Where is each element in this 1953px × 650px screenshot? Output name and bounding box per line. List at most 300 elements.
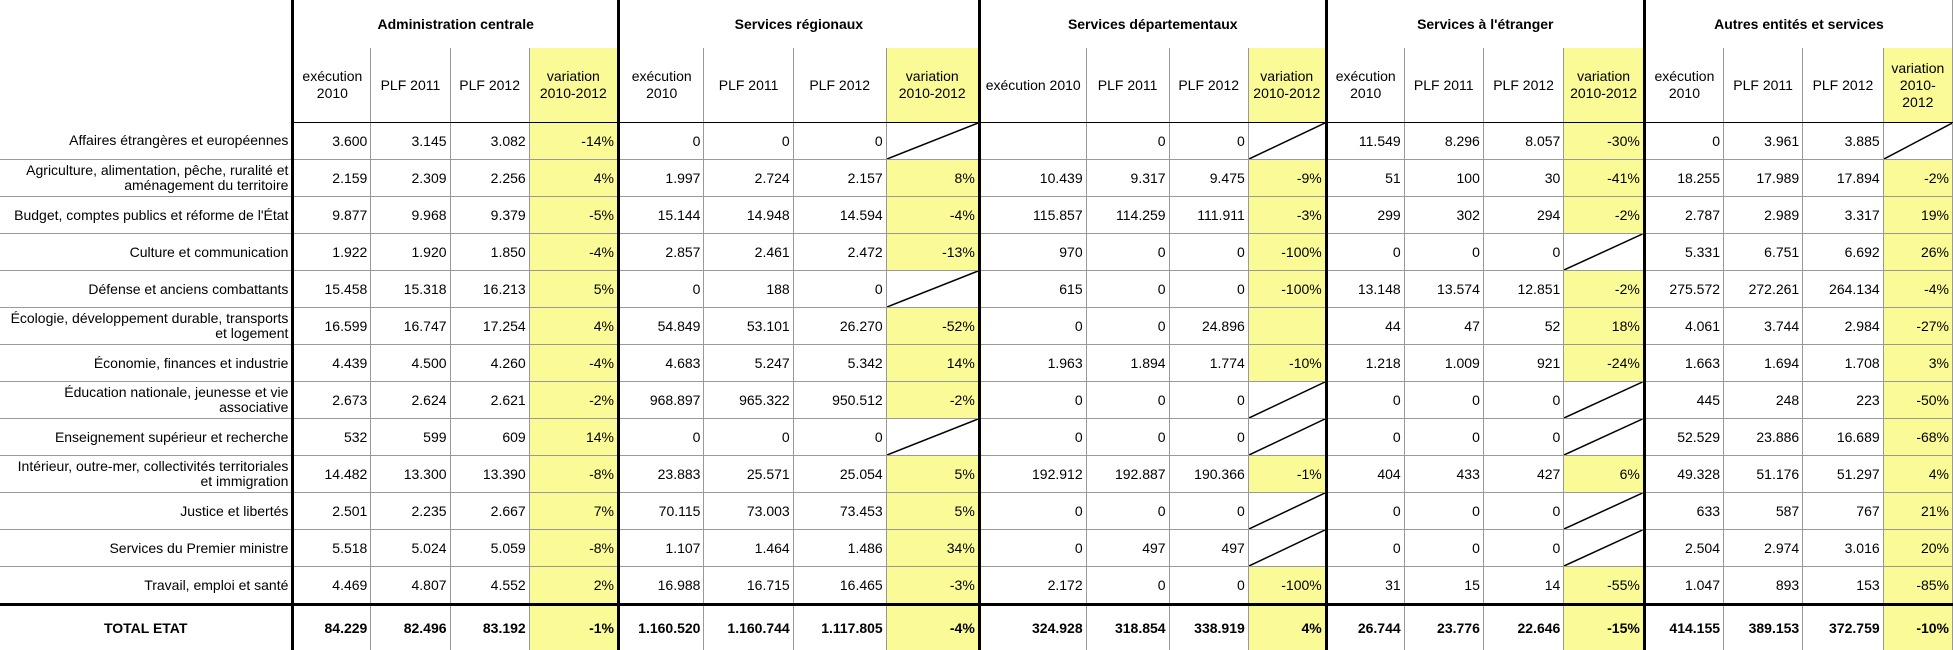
value-cell: 153 [1803,567,1883,605]
variation-cell: 4% [1248,605,1326,650]
value-cell: 4.439 [293,345,371,382]
table-row [0,160,1953,197]
value-cell: 0 [704,123,793,160]
value-cell: 0 [1483,234,1563,271]
value-cell: 14.594 [793,197,886,234]
row-label: Agriculture, alimentation, pêche, ruralité et aménagement du territoire [0,160,293,197]
table-row [0,456,1953,493]
variation-cell: -100% [1248,234,1326,271]
value-cell: 0 [1644,123,1723,160]
not-applicable-cell [1248,123,1326,160]
table-row [0,419,1953,456]
column-header: PLF 2011 [1724,48,1803,123]
value-cell: 9.877 [293,197,371,234]
value-cell: 14 [1483,567,1563,605]
value-cell: 1.107 [618,530,703,567]
value-cell: 389.153 [1724,605,1803,650]
value-cell: 2.461 [704,234,793,271]
table-row [0,197,1953,234]
value-cell: 6.692 [1803,234,1883,271]
value-cell: 9.379 [450,197,529,234]
not-applicable-cell [1248,530,1326,567]
not-applicable-cell [886,271,979,308]
value-cell: 0 [979,382,1086,419]
value-cell: 73.003 [704,493,793,530]
value-cell: 2.309 [371,160,450,197]
column-header: PLF 2012 [1483,48,1563,123]
value-cell: 3.082 [450,123,529,160]
value-cell: 52 [1483,308,1563,345]
diagonal-slash-icon [1884,123,1952,159]
value-cell: 15 [1404,567,1483,605]
value-cell: 51.176 [1724,456,1803,493]
value-cell: 0 [1086,567,1169,605]
not-applicable-cell [886,419,979,456]
value-cell: 497 [1169,530,1248,567]
value-cell: 0 [1483,530,1563,567]
value-cell: 965.322 [704,382,793,419]
value-cell: 0 [1326,419,1404,456]
value-cell: 13.148 [1326,271,1404,308]
variation-cell: -10% [1248,345,1326,382]
variation-cell: -2% [529,382,618,419]
value-cell: 1.894 [1086,345,1169,382]
row-label: Éducation nationale, jeunesse et vie associative [0,382,293,419]
value-cell: 0 [1169,271,1248,308]
value-cell: 338.919 [1169,605,1248,650]
value-cell: 2.857 [618,234,703,271]
value-cell: 15.318 [371,271,450,308]
column-header: PLF 2011 [1086,48,1169,123]
diagonal-slash-icon [887,419,978,455]
value-cell: 0 [1086,382,1169,419]
value-cell: 433 [1404,456,1483,493]
value-cell: 73.453 [793,493,886,530]
not-applicable-cell [1248,382,1326,419]
value-cell: 0 [793,419,886,456]
row-label: Justice et libertés [0,493,293,530]
value-cell: 0 [1326,530,1404,567]
value-cell: 190.366 [1169,456,1248,493]
group-services-departementaux: Services départementaux [979,0,1326,48]
table-row [0,493,1953,530]
value-cell: 264.134 [1803,271,1883,308]
column-header: exécution 2010 [1644,48,1723,123]
variation-cell: -4% [1883,271,1952,308]
value-cell: 599 [371,419,450,456]
value-cell: 3.016 [1803,530,1883,567]
variation-cell: -1% [529,605,618,650]
variation-cell: 7% [529,493,618,530]
group-services-etranger: Services à l'étranger [1326,0,1644,48]
variation-cell: 19% [1883,197,1952,234]
variation-cell: -85% [1883,567,1952,605]
value-cell: 10.439 [979,160,1086,197]
value-cell: 0 [979,530,1086,567]
table-body [0,123,1953,650]
value-cell: 1.464 [704,530,793,567]
row-label: Économie, finances et industrie [0,345,293,382]
value-cell: 0 [1169,419,1248,456]
table-row [0,123,1953,160]
value-cell: 13.300 [371,456,450,493]
value-cell: 100 [1404,160,1483,197]
corner-cell [0,0,293,48]
value-cell: 18.255 [1644,160,1723,197]
value-cell: 0 [793,123,886,160]
column-header: variation 2010-2012 [1564,48,1645,123]
variation-cell: -5% [529,197,618,234]
value-cell: 2.157 [793,160,886,197]
value-cell: 2.621 [450,382,529,419]
corner-cell-2 [0,48,293,123]
column-header: exécution 2010 [979,48,1086,123]
value-cell: 8.296 [1404,123,1483,160]
value-cell: 532 [293,419,371,456]
variation-cell: -55% [1564,567,1645,605]
row-label: Budget, comptes publics et réforme de l'État [0,197,293,234]
variation-cell: -9% [1248,160,1326,197]
value-cell: 0 [979,493,1086,530]
variation-cell: 14% [529,419,618,456]
value-cell: 970 [979,234,1086,271]
group-header-row [0,0,1953,48]
not-applicable-cell [1564,493,1645,530]
value-cell: 1.922 [293,234,371,271]
column-header: exécution 2010 [1326,48,1404,123]
value-cell: 2.673 [293,382,371,419]
value-cell: 25.571 [704,456,793,493]
table-row [0,271,1953,308]
row-label: Intérieur, outre-mer, collectivités territoriales et immigration [0,456,293,493]
variation-cell: 8% [886,160,979,197]
table-row [0,382,1953,419]
row-label: Services du Premier ministre [0,530,293,567]
value-cell: 0 [1404,382,1483,419]
value-cell: 25.054 [793,456,886,493]
value-cell: 3.885 [1803,123,1883,160]
value-cell: 0 [1086,419,1169,456]
variation-cell: -100% [1248,567,1326,605]
value-cell: 3.145 [371,123,450,160]
column-header: variation 2010-2012 [529,48,618,123]
variation-cell: 18% [1564,308,1645,345]
value-cell: 633 [1644,493,1723,530]
column-header: PLF 2011 [1404,48,1483,123]
value-cell: 0 [1326,382,1404,419]
value-cell: 6.751 [1724,234,1803,271]
row-label: Écologie, développement durable, transports et logement [0,308,293,345]
value-cell: 16.715 [704,567,793,605]
value-cell: 414.155 [1644,605,1723,650]
value-cell: 0 [1483,419,1563,456]
variation-cell: -15% [1564,605,1645,650]
table-row [0,234,1953,271]
row-label: Défense et anciens combattants [0,271,293,308]
diagonal-slash-icon [887,271,978,307]
column-header: PLF 2012 [793,48,886,123]
value-cell: 1.117.805 [793,605,886,650]
value-cell: 3.317 [1803,197,1883,234]
value-cell: 1.047 [1644,567,1723,605]
value-cell: 4.500 [371,345,450,382]
value-cell: 26.270 [793,308,886,345]
value-cell: 4.552 [450,567,529,605]
value-cell: 12.851 [1483,271,1563,308]
value-cell: 4.061 [1644,308,1723,345]
table-row [0,345,1953,382]
value-cell: 299 [1326,197,1404,234]
value-cell: 5.342 [793,345,886,382]
value-cell: 1.997 [618,160,703,197]
value-cell: 921 [1483,345,1563,382]
value-cell [979,123,1086,160]
value-cell: 404 [1326,456,1404,493]
variation-cell: -1% [1248,456,1326,493]
value-cell: 13.574 [1404,271,1483,308]
value-cell: 114.259 [1086,197,1169,234]
value-cell: 0 [1086,493,1169,530]
variation-cell: -68% [1883,419,1952,456]
value-cell: 427 [1483,456,1563,493]
value-cell: 2.984 [1803,308,1883,345]
value-cell: 5.024 [371,530,450,567]
value-cell: 16.988 [618,567,703,605]
variation-cell: 20% [1883,530,1952,567]
variation-cell: 5% [886,493,979,530]
row-label: Travail, emploi et santé [0,567,293,605]
value-cell: 497 [1086,530,1169,567]
value-cell: 893 [1724,567,1803,605]
value-cell: 1.774 [1169,345,1248,382]
variation-cell: -4% [886,605,979,650]
value-cell: 2.501 [293,493,371,530]
variation-cell: -27% [1883,308,1952,345]
value-cell: 2.667 [450,493,529,530]
variation-cell: -41% [1564,160,1645,197]
value-cell: 0 [1086,234,1169,271]
column-header: PLF 2012 [1803,48,1883,123]
value-cell: 2.256 [450,160,529,197]
value-cell: 1.160.520 [618,605,703,650]
diagonal-slash-icon [1564,234,1643,270]
column-header: exécution 2010 [618,48,703,123]
total-label: TOTAL ETAT [0,605,293,650]
value-cell: 188 [704,271,793,308]
diagonal-slash-icon [1564,382,1643,418]
value-cell: 248 [1724,382,1803,419]
variation-cell: -10% [1883,605,1952,650]
variation-cell: -4% [529,345,618,382]
diagonal-slash-icon [1564,419,1643,455]
value-cell: 51.297 [1803,456,1883,493]
variation-cell: -2% [1564,197,1645,234]
variation-cell: 21% [1883,493,1952,530]
diagonal-slash-icon [1249,382,1325,418]
diagonal-slash-icon [1249,493,1325,529]
variation-cell: 14% [886,345,979,382]
value-cell: 609 [450,419,529,456]
not-applicable-cell [1248,493,1326,530]
value-cell: 14.482 [293,456,371,493]
value-cell: 0 [1086,308,1169,345]
variation-cell: 4% [1883,456,1952,493]
variation-cell: -52% [886,308,979,345]
sub-header-row [0,48,1953,123]
value-cell: 615 [979,271,1086,308]
value-cell: 8.057 [1483,123,1563,160]
value-cell: 9.317 [1086,160,1169,197]
value-cell: 1.218 [1326,345,1404,382]
table-row [0,530,1953,567]
value-cell: 2.624 [371,382,450,419]
variation-cell: -4% [886,197,979,234]
value-cell: 4.807 [371,567,450,605]
not-applicable-cell [1564,530,1645,567]
value-cell: 16.747 [371,308,450,345]
row-label: Enseignement supérieur et recherche [0,419,293,456]
value-cell: 11.549 [1326,123,1404,160]
value-cell: 31 [1326,567,1404,605]
group-administration-centrale: Administration centrale [293,0,619,48]
value-cell: 372.759 [1803,605,1883,650]
value-cell: 9.475 [1169,160,1248,197]
value-cell: 2.974 [1724,530,1803,567]
value-cell: 26.744 [1326,605,1404,650]
value-cell: 4.683 [618,345,703,382]
not-applicable-cell [1564,419,1645,456]
value-cell: 5.247 [704,345,793,382]
value-cell: 70.115 [618,493,703,530]
value-cell: 223 [1803,382,1883,419]
value-cell: 0 [1169,234,1248,271]
variation-cell: -14% [529,123,618,160]
not-applicable-cell [1564,234,1645,271]
variation-cell: 2% [529,567,618,605]
variation-cell: 34% [886,530,979,567]
value-cell: 192.912 [979,456,1086,493]
not-applicable-cell [1564,382,1645,419]
variation-cell: 4% [529,308,618,345]
row-label: Affaires étrangères et européennes [0,123,293,160]
value-cell: 0 [1483,493,1563,530]
not-applicable-cell [1248,419,1326,456]
value-cell: 1.160.744 [704,605,793,650]
variation-cell: 3% [1883,345,1952,382]
value-cell: 47 [1404,308,1483,345]
row-label: Culture et communication [0,234,293,271]
value-cell: 0 [618,419,703,456]
variation-cell: 5% [886,456,979,493]
variation-cell: -50% [1883,382,1952,419]
value-cell: 82.496 [371,605,450,650]
value-cell: 83.192 [450,605,529,650]
not-applicable-cell [1883,123,1952,160]
variation-cell: -24% [1564,345,1645,382]
value-cell: 30 [1483,160,1563,197]
variation-cell: -4% [529,234,618,271]
variation-cell: -2% [886,382,979,419]
value-cell: 16.465 [793,567,886,605]
value-cell: 17.989 [1724,160,1803,197]
value-cell: 9.968 [371,197,450,234]
value-cell: 0 [1326,493,1404,530]
value-cell: 5.331 [1644,234,1723,271]
variation-cell: 6% [1564,456,1645,493]
value-cell: 23.883 [618,456,703,493]
value-cell: 192.887 [1086,456,1169,493]
value-cell: 3.961 [1724,123,1803,160]
value-cell: 115.857 [979,197,1086,234]
value-cell: 2.235 [371,493,450,530]
column-header: PLF 2011 [704,48,793,123]
variation-cell: -13% [886,234,979,271]
value-cell: 15.144 [618,197,703,234]
value-cell: 4.469 [293,567,371,605]
variation-cell: -8% [529,456,618,493]
value-cell: 44 [1326,308,1404,345]
value-cell: 0 [1169,123,1248,160]
diagonal-slash-icon [887,123,978,159]
variation-cell: 4% [529,160,618,197]
value-cell: 767 [1803,493,1883,530]
value-cell: 2.989 [1724,197,1803,234]
column-header: variation 2010-2012 [1883,48,1952,123]
value-cell: 2.172 [979,567,1086,605]
column-header: variation 2010-2012 [1248,48,1326,123]
value-cell: 111.911 [1169,197,1248,234]
value-cell: 17.254 [450,308,529,345]
value-cell: 275.572 [1644,271,1723,308]
value-cell: 0 [618,271,703,308]
value-cell: 2.472 [793,234,886,271]
value-cell: 49.328 [1644,456,1723,493]
variation-cell [1248,308,1326,345]
value-cell: 968.897 [618,382,703,419]
variation-cell: -100% [1248,271,1326,308]
value-cell: 0 [1404,530,1483,567]
value-cell: 1.708 [1803,345,1883,382]
value-cell: 24.896 [1169,308,1248,345]
value-cell: 302 [1404,197,1483,234]
value-cell: 0 [979,308,1086,345]
value-cell: 23.776 [1404,605,1483,650]
value-cell: 0 [1086,123,1169,160]
value-cell: 1.486 [793,530,886,567]
value-cell: 318.854 [1086,605,1169,650]
value-cell: 22.646 [1483,605,1563,650]
value-cell: 0 [704,419,793,456]
diagonal-slash-icon [1249,419,1325,455]
value-cell: 0 [1169,382,1248,419]
value-cell: 15.458 [293,271,371,308]
value-cell: 0 [793,271,886,308]
total-row [0,605,1953,650]
value-cell: 0 [1483,382,1563,419]
group-services-regionaux: Services régionaux [618,0,979,48]
variation-cell: 5% [529,271,618,308]
value-cell: 53.101 [704,308,793,345]
value-cell: 950.512 [793,382,886,419]
value-cell: 1.963 [979,345,1086,382]
value-cell: 2.504 [1644,530,1723,567]
variation-cell: -8% [529,530,618,567]
column-header: exécution 2010 [293,48,371,123]
value-cell: 587 [1724,493,1803,530]
value-cell: 1.663 [1644,345,1723,382]
value-cell: 0 [1404,234,1483,271]
value-cell: 0 [1169,567,1248,605]
